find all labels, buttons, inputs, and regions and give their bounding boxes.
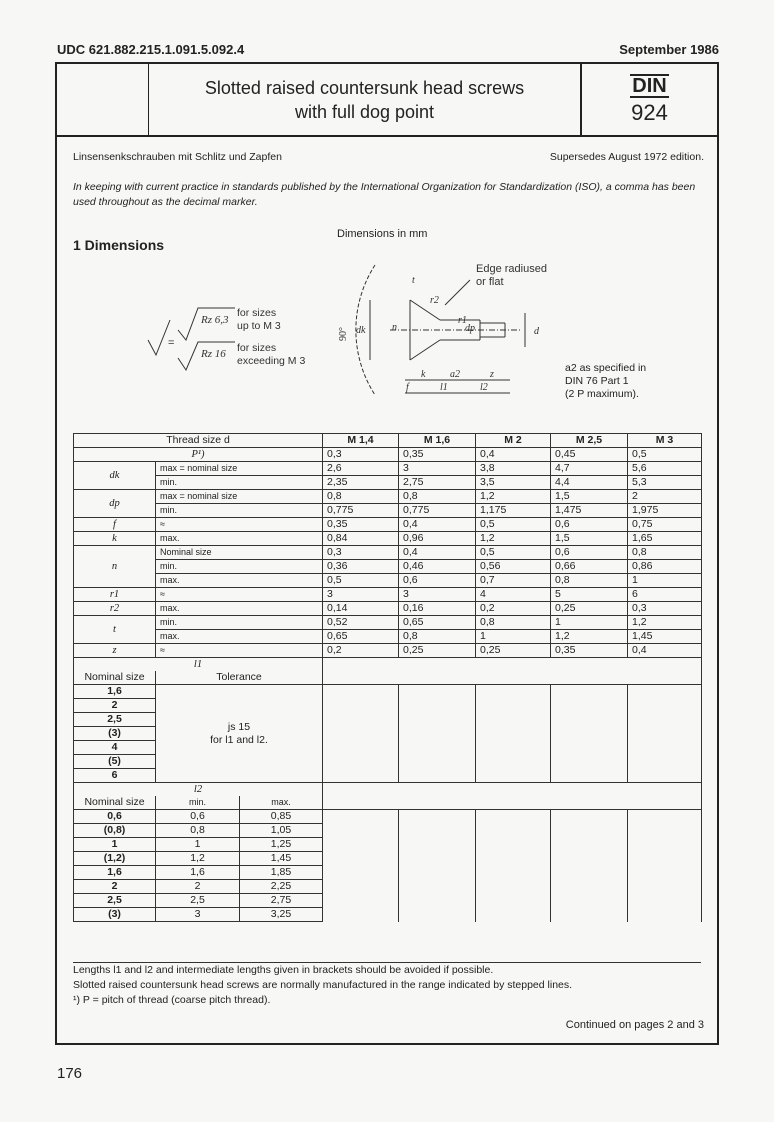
range-cell [323,838,399,852]
range-cell [399,894,476,908]
l2-min-cell: 1,2 [156,852,240,866]
decimal-comma-note: In keeping with current practice in standards published by the International Organization for Standardization (ISO), a comma has been used throughout as the decimal marker. [73,181,696,208]
l1-nominal-cell: 6 [74,769,156,783]
value-cell: 0,8 [551,574,628,588]
range-cell [551,727,628,741]
table-row [74,462,702,476]
value-cell: 1,2 [628,616,702,630]
page-number: 176 [57,1065,83,1082]
german-title: Linsensenkschrauben mit Schlitz und Zapfen [73,151,282,163]
edge-label-2: or flat [476,276,504,288]
range-cell [323,880,399,894]
table-row [74,838,702,852]
range-cell [399,741,476,755]
value-cell: 0,5 [476,546,551,560]
l2-max-cell: 1,25 [240,838,323,852]
table-notes [73,962,701,1008]
l2-symbol: l2 [193,784,203,795]
symbol-cell: n [74,546,156,588]
value-cell: 1,5 [551,532,628,546]
range-cell [476,894,551,908]
l1-nominal-cell: 2 [74,699,156,713]
range-cell [399,699,476,713]
range-cell [399,810,476,824]
value-cell: 0,2 [476,602,551,616]
svg-text:f: f [406,382,409,393]
value-cell: 4 [476,588,551,602]
range-cell [551,685,628,699]
value-cell: 0,75 [628,518,702,532]
value-cell: 2 [628,490,702,504]
screw-drawing [330,255,570,405]
range-cell [323,908,399,922]
range-cell [476,908,551,922]
range-cell [551,880,628,894]
value-cell: 3,5 [476,476,551,490]
value-cell: 1 [476,630,551,644]
nominal-size-label: Nominal size [74,796,156,810]
symbol-cell: r2 [74,602,156,616]
l2-n-cell: 1 [74,838,156,852]
range-cell [628,685,702,699]
subscript-cell: Nominal size [156,546,323,560]
min-label: min. [156,796,240,810]
l1-header-row [74,658,702,672]
range-cell [476,755,551,769]
range-cell [399,769,476,783]
l2-max-cell: 2,75 [240,894,323,908]
publication-date: September 1986 [619,42,719,57]
edge-label-1: Edge radiused [476,263,547,275]
range-cell [628,880,702,894]
table-row [74,546,702,560]
value-cell: 0,775 [323,504,399,518]
section-heading: 1 Dimensions [73,237,165,253]
value-cell: 0,5 [628,448,702,462]
continued-note: Continued on pages 2 and 3 [565,1019,704,1031]
value-cell: 2,75 [399,476,476,490]
note-2: Slotted raised countersunk head screws are normally manufactured in the range indicated by stepped lines. [73,979,573,991]
range-cell [551,824,628,838]
value-cell: 0,6 [551,546,628,560]
table-row [74,476,702,490]
max-label: max. [240,796,323,810]
table-row [74,532,702,546]
note-3: ¹) P = pitch of thread (coarse pitch thread). [73,994,271,1006]
svg-text:l1: l1 [440,382,448,393]
table-row [74,852,702,866]
l2-n-cell: 0,6 [74,810,156,824]
range-cell [323,699,399,713]
symbol-cell: r1 [74,588,156,602]
value-cell: 4,7 [551,462,628,476]
l2-n-cell: 2 [74,880,156,894]
table-row [74,630,702,644]
range-cell [628,713,702,727]
value-cell: 0,4 [628,644,702,658]
header-left-cell [57,64,149,135]
range-cell [476,727,551,741]
subscript-cell: min. [156,504,323,518]
table-row [74,560,702,574]
svg-text:n: n [392,322,397,333]
range-cell [551,838,628,852]
value-cell: 0,56 [476,560,551,574]
range-cell [399,727,476,741]
value-cell: 1,475 [551,504,628,518]
value-cell: 0,8 [399,490,476,504]
value-cell: 5,3 [628,476,702,490]
value-cell: 0,36 [323,560,399,574]
range-cell [323,852,399,866]
nominal-size-label: Nominal size [74,671,156,685]
din-standard-box [582,64,717,135]
value-cell: 4,4 [551,476,628,490]
range-cell [399,852,476,866]
subscript-cell: max. [156,574,323,588]
l2-min-cell: 2,5 [156,894,240,908]
value-cell: 0,45 [551,448,628,462]
l2-max-cell: 2,25 [240,880,323,894]
range-cell [628,838,702,852]
range-cell [323,769,399,783]
value-cell: 1,175 [476,504,551,518]
l2-max-cell: 1,45 [240,852,323,866]
l2-min-cell: 2 [156,880,240,894]
range-cell [399,908,476,922]
value-cell: 0,25 [476,644,551,658]
range-cell [476,852,551,866]
range-cell [628,810,702,824]
subscript-cell: max. [156,602,323,616]
value-cell: 0,3 [323,448,399,462]
symbol-cell: dk [74,462,156,490]
roughness-value-1: Rz 6,3 [201,314,229,326]
range-cell [399,838,476,852]
value-cell: 0,2 [323,644,399,658]
table-row [74,588,702,602]
value-cell: 0,8 [476,616,551,630]
range-cell [476,824,551,838]
value-cell: 1,2 [476,490,551,504]
l2-min-cell: 3 [156,908,240,922]
symbol-cell: k [74,532,156,546]
a2-note-line-3: (2 P maximum). [565,388,639,400]
range-cell [551,755,628,769]
symbol-cell: P¹) [74,448,323,462]
value-cell: 5 [551,588,628,602]
value-cell: 1,2 [551,630,628,644]
value-cell: 0,8 [323,490,399,504]
l2-max-cell: 3,25 [240,908,323,922]
range-cell [399,685,476,699]
l1-nominal-cell: (3) [74,727,156,741]
symbol-cell: z [74,644,156,658]
thread-size-header: Thread size d [74,434,323,448]
range-cell [323,824,399,838]
symbol-cell: f [74,518,156,532]
range-cell [323,741,399,755]
value-cell: 0,65 [399,616,476,630]
range-cell [399,755,476,769]
size-header: M 2 [476,434,551,448]
svg-text:k: k [421,369,426,380]
svg-text:l2: l2 [480,382,488,393]
a2-note-line-1: a2 as specified in [565,362,647,374]
range-cell [323,755,399,769]
tolerance-value: js 15 [227,720,251,733]
udc-number: UDC 621.882.215.1.091.5.092.4 [57,42,245,57]
size-header: M 3 [628,434,702,448]
table-row [74,894,702,908]
l2-min-cell: 1 [156,838,240,852]
value-cell: 3 [323,588,399,602]
l2-max-cell: 0,85 [240,810,323,824]
surface-roughness-symbol [140,300,340,380]
value-cell: 1,45 [628,630,702,644]
range-cell [476,866,551,880]
value-cell: 3 [399,588,476,602]
range-cell [628,755,702,769]
l2-n-cell: (1,2) [74,852,156,866]
l1-nominal-cell: 1,6 [74,685,156,699]
a2-note-line-2: DIN 76 Part 1 [565,375,629,387]
range-cell [476,713,551,727]
l2-max-cell: 1,85 [240,866,323,880]
value-cell: 1 [551,616,628,630]
value-cell: 0,25 [551,602,628,616]
size-header: M 1,6 [399,434,476,448]
value-cell: 3,8 [476,462,551,476]
roughness-text-1a: for sizes [237,307,277,319]
range-cell [399,713,476,727]
range-cell [323,894,399,908]
l1-nominal-cell: 2,5 [74,713,156,727]
symbol-cell: t [74,616,156,644]
range-cell [551,908,628,922]
value-cell: 0,52 [323,616,399,630]
range-cell [551,769,628,783]
range-cell [323,713,399,727]
l2-max-cell: 1,05 [240,824,323,838]
svg-text:r1: r1 [458,315,467,326]
range-cell [628,894,702,908]
range-cell [628,908,702,922]
size-header: M 1,4 [323,434,399,448]
range-cell [551,810,628,824]
table-header-row [74,434,702,448]
range-cell [476,880,551,894]
l1-nominal-cell: 4 [74,741,156,755]
value-cell: 0,46 [399,560,476,574]
range-cell [551,741,628,755]
table-row [74,574,702,588]
range-cell [476,838,551,852]
value-cell: 1,65 [628,532,702,546]
table-row [74,448,702,462]
subscript-cell: max = nominal size [156,462,323,476]
svg-text:=: = [168,337,175,349]
value-cell: 0,84 [323,532,399,546]
svg-text:z: z [490,369,494,380]
value-cell: 0,3 [323,546,399,560]
subscript-cell: ≈ [156,588,323,602]
value-cell: 0,66 [551,560,628,574]
l1-symbol: l1 [193,659,203,670]
value-cell: 0,96 [399,532,476,546]
value-cell: 2,6 [323,462,399,476]
svg-text:a2: a2 [450,369,460,380]
value-cell: 0,8 [628,546,702,560]
subscript-cell: min. [156,560,323,574]
value-cell: 0,65 [323,630,399,644]
value-cell: 3 [399,462,476,476]
roughness-value-2: Rz 16 [201,348,226,360]
subscript-cell: max = nominal size [156,490,323,504]
value-cell: 0,14 [323,602,399,616]
value-cell: 0,6 [551,518,628,532]
range-cell [323,685,399,699]
svg-text:dk: dk [356,325,366,336]
value-cell: 0,35 [399,448,476,462]
range-cell [628,727,702,741]
angle-label: 90° [338,327,349,341]
value-cell: 0,35 [323,518,399,532]
value-cell: 2,35 [323,476,399,490]
value-cell: 0,86 [628,560,702,574]
value-cell: 0,4 [476,448,551,462]
range-cell [551,699,628,713]
range-cell [628,852,702,866]
din-number: 924 [631,99,668,125]
size-header: M 2,5 [551,434,628,448]
a2-note [565,362,646,401]
range-cell [628,699,702,713]
range-cell [551,894,628,908]
roughness-text-2b: exceeding M 3 [237,355,306,367]
range-cell [551,713,628,727]
units-note: Dimensions in mm [337,228,428,240]
l2-n-cell: (3) [74,908,156,922]
table-row [74,810,702,824]
l2-n-cell: 1,6 [74,866,156,880]
dimensions-table [73,433,702,922]
roughness-text-1b: up to M 3 [237,320,281,332]
value-cell: 0,775 [399,504,476,518]
svg-text:t: t [412,275,415,286]
range-cell [323,866,399,880]
range-cell [551,852,628,866]
range-cell [399,824,476,838]
range-cell [476,810,551,824]
value-cell: 0,4 [399,546,476,560]
value-cell: 0,35 [551,644,628,658]
range-cell [323,727,399,741]
value-cell: 1,2 [476,532,551,546]
tolerance-note: for l1 and l2. [210,733,268,746]
value-cell: 5,6 [628,462,702,476]
table-row [74,602,702,616]
l2-header-row [74,783,702,797]
tolerance-cell [156,685,323,783]
l2-n-cell: (0,8) [74,824,156,838]
subscript-cell: max. [156,630,323,644]
range-cell [476,769,551,783]
svg-text:dp: dp [465,323,475,334]
table-row [74,685,702,699]
title-line-2: with full dog point [294,101,435,122]
value-cell: 0,3 [628,602,702,616]
value-cell: 0,4 [399,518,476,532]
subscript-cell: min. [156,476,323,490]
l1-nominal-cell: (5) [74,755,156,769]
range-cell [628,866,702,880]
din-logo: DIN [632,74,667,97]
range-cell [628,824,702,838]
value-cell: 0,16 [399,602,476,616]
table-row [74,866,702,880]
supersedes-note: Supersedes August 1972 edition. [549,151,704,163]
symbol-cell: dp [74,490,156,518]
value-cell: 0,5 [323,574,399,588]
table-row [74,644,702,658]
l2-min-cell: 0,6 [156,810,240,824]
table-row [74,880,702,894]
value-cell: 1 [628,574,702,588]
document-title [149,64,582,135]
range-cell [628,769,702,783]
value-cell: 0,25 [399,644,476,658]
title-line-1: Slotted raised countersunk head screws [204,77,525,98]
value-cell: 6 [628,588,702,602]
table-row [74,504,702,518]
table-row [74,518,702,532]
roughness-text-2a: for sizes [237,342,277,354]
table-row [74,616,702,630]
value-cell: 1,975 [628,504,702,518]
range-cell [399,866,476,880]
subscript-cell: ≈ [156,518,323,532]
l2-min-cell: 0,8 [156,824,240,838]
tolerance-label: Tolerance [156,671,323,685]
subscript-cell: max. [156,532,323,546]
svg-text:d: d [534,326,539,337]
l2-min-cell: 1,6 [156,866,240,880]
value-cell: 0,8 [399,630,476,644]
subscript-cell: min. [156,616,323,630]
table-row [74,908,702,922]
range-cell [399,880,476,894]
table-row [74,824,702,838]
l2-n-cell: 2,5 [74,894,156,908]
note-1: Lengths l1 and l2 and intermediate lengths given in brackets should be avoided if possible. [73,964,494,976]
range-cell [476,699,551,713]
range-cell [476,685,551,699]
table-row [74,490,702,504]
range-cell [628,741,702,755]
range-cell [551,866,628,880]
value-cell: 0,7 [476,574,551,588]
range-cell [323,810,399,824]
value-cell: 0,5 [476,518,551,532]
svg-text:r2: r2 [430,295,439,306]
header-divider [57,135,717,137]
subscript-cell: ≈ [156,644,323,658]
range-cell [476,741,551,755]
value-cell: 1,5 [551,490,628,504]
value-cell: 0,6 [399,574,476,588]
